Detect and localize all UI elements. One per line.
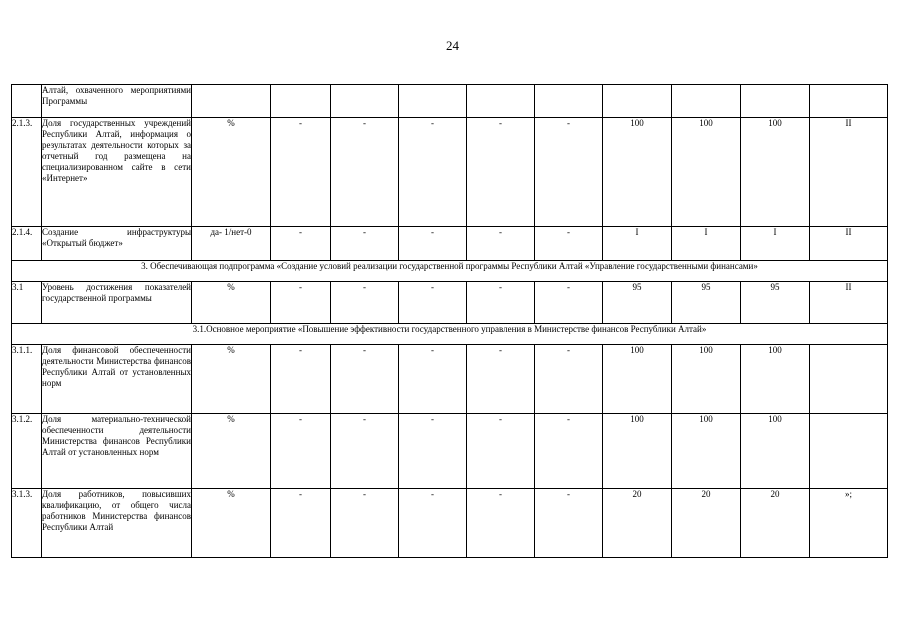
value-cell: I [672, 227, 741, 261]
unit-cell: % [192, 345, 271, 414]
value-cell: - [399, 227, 467, 261]
table-row [12, 345, 888, 414]
indicator-name: Доля материально-технической обеспеченности деятельности Министерства финансов Республики Алтай от установленных норм [42, 414, 192, 489]
value-cell: 100 [672, 345, 741, 414]
value-cell [741, 85, 810, 118]
value-cell: - [271, 345, 331, 414]
unit-cell: % [192, 118, 271, 227]
unit-cell: % [192, 489, 271, 558]
page-number: 24 [446, 38, 459, 53]
value-cell: II [810, 282, 888, 324]
value-cell: - [331, 489, 399, 558]
unit-cell: да- 1/нет-0 [192, 227, 271, 261]
value-cell: - [271, 118, 331, 227]
value-cell [399, 85, 467, 118]
value-cell: »; [810, 489, 888, 558]
section-heading: 3.1.Основное мероприятие «Повышение эффективности государственного управления в Министерстве финансов Республики Алтай» [12, 324, 888, 345]
value-cell: I [603, 227, 672, 261]
value-cell: - [467, 489, 535, 558]
section-row [12, 261, 888, 282]
indicator-name: Уровень достижения показателей государственной программы [42, 282, 192, 324]
value-cell: I [741, 227, 810, 261]
value-cell: - [331, 227, 399, 261]
value-cell: 100 [741, 345, 810, 414]
table-row [12, 227, 888, 261]
value-cell [467, 85, 535, 118]
indicator-name: Создание инфраструктуры «Открытый бюджет» [42, 227, 192, 261]
row-number: 3.1.3. [12, 489, 42, 558]
value-cell: - [271, 489, 331, 558]
value-cell: - [467, 414, 535, 489]
value-cell: - [399, 489, 467, 558]
value-cell: - [271, 227, 331, 261]
unit-cell [192, 85, 271, 118]
indicator-name: Доля работников, повысивших квалификацию, от общего числа работников Министерства финансов Республики Алтай [42, 489, 192, 558]
value-cell: 100 [672, 118, 741, 227]
value-cell [535, 85, 603, 118]
value-cell: 100 [672, 414, 741, 489]
indicator-name: Доля финансовой обеспеченности деятельности Министерства финансов Республики Алтай от установленных норм [42, 345, 192, 414]
row-number: 3.1.2. [12, 414, 42, 489]
row-number [12, 85, 42, 118]
value-cell: 20 [672, 489, 741, 558]
value-cell: 100 [603, 118, 672, 227]
value-cell: 100 [741, 414, 810, 489]
table-row [12, 282, 888, 324]
value-cell: - [271, 414, 331, 489]
value-cell: II [810, 227, 888, 261]
value-cell: - [535, 345, 603, 414]
value-cell: - [535, 489, 603, 558]
value-cell [672, 85, 741, 118]
value-cell: - [535, 282, 603, 324]
section-heading: 3. Обеспечивающая подпрограмма «Создание условий реализации государственной программы Республики Алтай «Управление государственными финансами» [12, 261, 888, 282]
row-number: 3.1.1. [12, 345, 42, 414]
value-cell [810, 85, 888, 118]
indicator-name: Алтай, охваченного мероприятиями Программы [42, 85, 192, 118]
indicators-table [11, 84, 888, 558]
value-cell: - [467, 227, 535, 261]
value-cell: 95 [672, 282, 741, 324]
value-cell: - [467, 118, 535, 227]
value-cell: 100 [741, 118, 810, 227]
table-row [12, 414, 888, 489]
unit-cell: % [192, 282, 271, 324]
unit-cell: % [192, 414, 271, 489]
section-row [12, 324, 888, 345]
value-cell: II [810, 118, 888, 227]
indicator-name: Доля государственных учреждений Республики Алтай, информация о результатах деятельности которых за отчетный год размещена на специализированном сайте в сети «Интернет» [42, 118, 192, 227]
value-cell [603, 85, 672, 118]
value-cell: - [331, 282, 399, 324]
value-cell: - [399, 282, 467, 324]
row-number: 2.1.4. [12, 227, 42, 261]
value-cell: 20 [741, 489, 810, 558]
value-cell: - [535, 227, 603, 261]
value-cell: 20 [603, 489, 672, 558]
row-number: 2.1.3. [12, 118, 42, 227]
value-cell [331, 85, 399, 118]
value-cell: - [399, 118, 467, 227]
value-cell: - [399, 414, 467, 489]
value-cell: - [331, 414, 399, 489]
value-cell: - [535, 118, 603, 227]
table-row [12, 85, 888, 118]
row-number: 3.1 [12, 282, 42, 324]
value-cell [810, 345, 888, 414]
value-cell: - [467, 282, 535, 324]
value-cell [271, 85, 331, 118]
table-row [12, 118, 888, 227]
value-cell: - [271, 282, 331, 324]
value-cell: 100 [603, 414, 672, 489]
value-cell: 95 [603, 282, 672, 324]
value-cell: 100 [603, 345, 672, 414]
value-cell: - [331, 345, 399, 414]
value-cell [810, 414, 888, 489]
value-cell: - [467, 345, 535, 414]
table-row [12, 489, 888, 558]
value-cell: 95 [741, 282, 810, 324]
value-cell: - [535, 414, 603, 489]
value-cell: - [331, 118, 399, 227]
value-cell: - [399, 345, 467, 414]
